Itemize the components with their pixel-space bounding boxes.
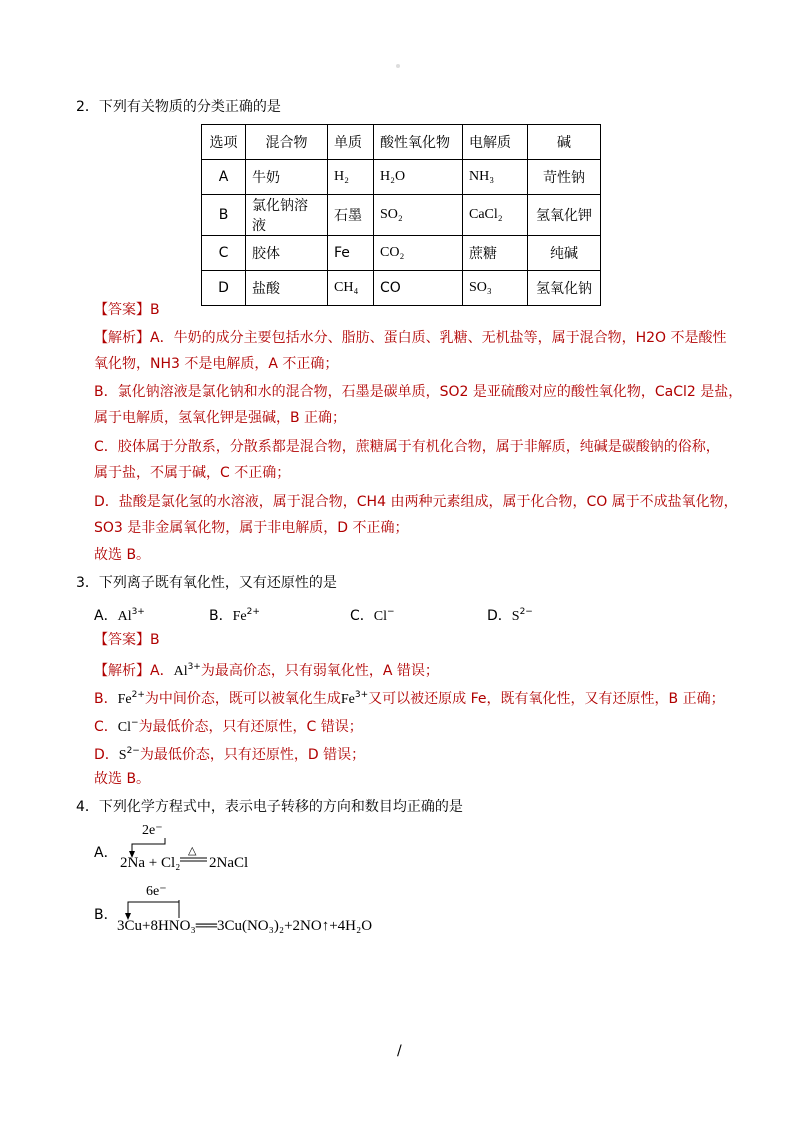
ion: Cl [117,720,132,735]
table-cell: 盐酸 [246,271,328,306]
q3-option-b [209,602,260,627]
q2-analysis-line: D．盐酸是氯化氢的水溶液，属于混合物，CH4 由两种元素组成，属于化合物，CO 属于不成盐氧化物， [94,494,738,510]
table-cell: D [202,271,246,306]
ion: Fe [117,692,132,707]
answer-value: B [150,632,160,648]
heat-condition: △ [188,845,197,857]
transfer-arrow [132,838,165,856]
table-cell: NH₃ [463,160,528,195]
ion: Cl [373,609,388,624]
table-cell: CO [374,271,463,306]
table-header: 电解质 [463,125,528,160]
ion-charge: 3+ [131,607,145,617]
q3-answer [94,630,160,650]
analysis-tag: 【解析】 [94,663,150,679]
analysis-prefix: A． [150,663,174,679]
table-cell: H₂O [374,160,463,195]
analysis-prefix: D． [94,747,119,763]
ion: Fe [340,692,355,707]
electron-count-label: 6e⁻ [146,884,167,899]
q2-analysis-line [94,328,726,348]
answer-tag: 【答案】 [94,302,150,318]
table-cell: CO₂ [374,236,463,271]
q4-title: 4．下列化学方程式中，表示电子转移的方向和数目均正确的是 [76,799,463,815]
table-cell: 氢氧化钠 [528,271,601,306]
ion-charge: 3+ [187,662,201,672]
table-cell: 石墨 [328,195,374,236]
ion-charge: 2+ [131,690,145,700]
option-letter: A． [94,608,118,624]
answer-tag: 【答案】 [94,632,150,648]
q2-analysis-line: 氧化物，NH3 不是电解质，A 不正确； [94,356,339,372]
table-header: 选项 [202,125,246,160]
table-row [202,236,601,271]
table-header: 酸性氧化物 [374,125,463,160]
table-cell: CH₄ [328,271,374,306]
q3-option-c [350,602,395,627]
scan-dot [396,64,400,68]
q3-analysis-b [94,685,725,710]
table-cell: A [202,160,246,195]
q2-conclusion: 故选 B。 [94,547,151,563]
analysis-text: 为最低价态，只有还原性，C 错误； [138,719,363,735]
table-cell: 氯化钠溶液 [246,195,328,236]
ion: Fe [232,609,247,624]
ion-charge: 2− [519,607,533,617]
equation-left: 2Na + Cl₂ [120,855,181,870]
option-letter: C． [350,608,374,624]
q4-option-a-letter: A． [94,845,118,861]
q2-analysis-line: C．胶体属于分散系，分散系都是混合物，蔗糖属于有机化合物，属于非解质，纯碱是碳酸钠的俗称， [94,439,720,455]
table-cell: C [202,236,246,271]
table-cell: 蔗糖 [463,236,528,271]
q3-analysis-a [94,657,439,682]
q2-analysis-line: SO3 是非金属氧化物，属于非电解质，D 不正确； [94,520,409,536]
analysis-text: A．牛奶的成分主要包括水分、脂肪、蛋白质、乳糖、无机盐等，属于混合物，H2O 不是酸性 [150,330,727,346]
q3-option-d [487,602,533,627]
q3-analysis-d [94,741,365,766]
q3-title: 3．下列离子既有氧化性，又有还原性的是 [76,575,337,591]
analysis-tag: 【解析】 [94,330,150,346]
ion-charge: 3+ [354,690,369,700]
analysis-text: 为最低价态，只有还原性，D 错误； [139,747,366,763]
equation-b: 3Cu+8HNO₃══3Cu(NO₃)₂+2NO↑+4H₂O [117,918,373,934]
q2-analysis-line: 属于盐，不属于碱，C 不正确； [94,465,291,481]
q3-analysis-c [94,713,363,738]
option-letter: D． [487,608,512,624]
ion-charge: − [131,718,139,728]
table-header: 碱 [528,125,601,160]
table-cell: H₂ [328,160,374,195]
ion-charge: − [387,607,395,617]
table-header-row [202,125,601,160]
table-cell: 苛性钠 [528,160,601,195]
table-cell: 胶体 [246,236,328,271]
table-row [202,195,601,236]
electron-count-label: 2e⁻ [142,823,163,838]
answer-value: B [150,302,160,318]
analysis-text: 为最高价态，只有弱氧化性，A 错误； [200,663,439,679]
q2-title: 2．下列有关物质的分类正确的是 [76,99,281,115]
q2-analysis-line: 属于电解质，氢氧化钾是强碱，B 正确； [94,410,347,426]
table-header: 单质 [328,125,374,160]
ion: Al [117,609,132,624]
analysis-prefix: B． [94,691,118,707]
ion: Al [173,664,188,679]
page-mark: / [397,1043,402,1059]
table-cell: CaCl₂ [463,195,528,236]
q2-analysis-line: B．氯化钠溶液是氯化钠和水的混合物，石墨是碳单质，SO2 是亚硫酸对应的酸性氧化物，CaCl2 是盐， [94,384,743,400]
option-letter: B． [209,608,233,624]
ion-charge: 2+ [246,607,260,617]
analysis-text: 为中间价态，既可以被氧化生成 [144,691,341,707]
q4-option-b-letter: B． [94,907,118,923]
q3-option-a [94,602,145,627]
table-header: 混合物 [246,125,328,160]
table-cell: 纯碱 [528,236,601,271]
equation-right: 2NaCl [209,855,249,870]
q2-answer [94,300,160,320]
table-row [202,271,601,306]
analysis-prefix: C． [94,719,118,735]
classification-table [201,124,601,306]
ion: S [118,748,127,763]
ion: S [511,609,520,624]
analysis-text: 又可以被还原成 Fe，既有氧化性，又有还原性，B 正确； [368,691,725,707]
table-cell: B [202,195,246,236]
table-cell: 牛奶 [246,160,328,195]
table-row [202,160,601,195]
table-cell: 氢氧化钾 [528,195,601,236]
ion-charge: 2− [126,746,140,756]
electron-transfer-diagram-b [115,880,405,936]
electron-transfer-diagram-a [115,820,255,870]
table-cell: SO₂ [374,195,463,236]
table-cell: SO₃ [463,271,528,306]
q3-conclusion: 故选 B。 [94,771,151,787]
table-cell: Fe [328,236,374,271]
transfer-arrow [128,900,179,918]
